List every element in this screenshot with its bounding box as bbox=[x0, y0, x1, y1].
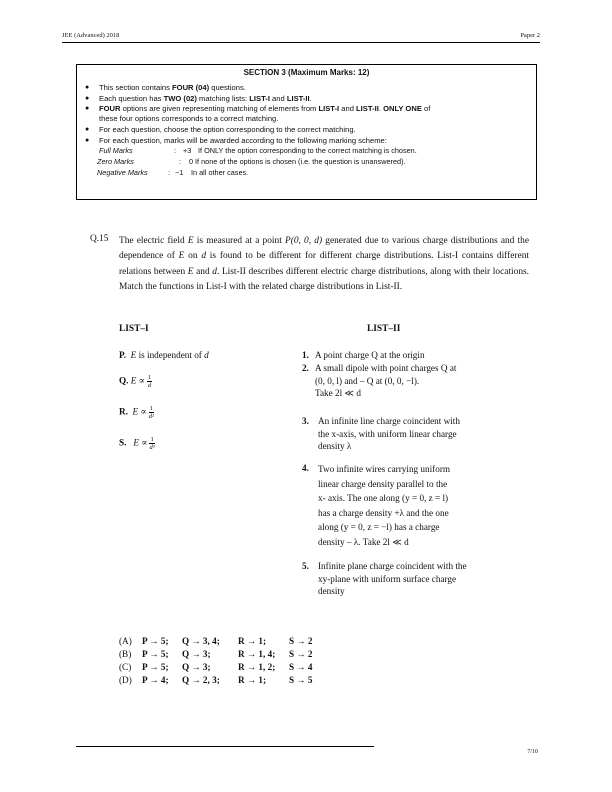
bullet-bold: LIST-I bbox=[249, 93, 270, 103]
instructions-box bbox=[76, 64, 537, 200]
marking-label: Full Marks bbox=[99, 146, 133, 155]
bullet-bold: ONLY ONE bbox=[383, 104, 422, 113]
list1-item-p: P. E is independent of d bbox=[119, 350, 209, 360]
marking-separator: : bbox=[174, 146, 177, 155]
bullet-text: of bbox=[421, 104, 431, 113]
list2-heading: LIST–II bbox=[367, 324, 401, 334]
marking-separator: : bbox=[168, 168, 171, 177]
marking-desc: If none of the options is chosen (i.e. the question is unanswered). bbox=[195, 157, 406, 166]
bullet-icon: ● bbox=[85, 126, 90, 133]
header-exam-title: JEE (Advanced) 2018 bbox=[62, 32, 120, 39]
marking-desc: In all other cases. bbox=[191, 168, 249, 177]
proportional-symbol: ∝ bbox=[141, 437, 148, 448]
marking-value: 0 bbox=[189, 157, 194, 166]
fraction: $\frac{1}{d}$ bbox=[147, 374, 152, 389]
bullet-text: and bbox=[269, 93, 287, 103]
bullet-text: these four options corresponds to a correct matching. bbox=[99, 114, 279, 123]
bullet-text: . bbox=[378, 104, 384, 113]
bullet-icon: ● bbox=[85, 84, 90, 91]
bullet-bold: FOUR (04) bbox=[172, 83, 210, 92]
question-text: The electric field E is measured at a point P(0, 0, d) generated due to various charge distributions and the dependence of E on d is found to be different for different charge distributions. List-I contains different relations between E and d. List-II describes different electric charge distributions, along with their locations. Match the functions in List-I with the related charge distributions in List-II. bbox=[119, 236, 529, 293]
marking-desc: If ONLY the option corresponding to the correct matching is chosen. bbox=[198, 146, 417, 155]
bullet-text: . bbox=[309, 93, 312, 103]
fraction: $\frac{1}{\text{d³}}$ bbox=[149, 436, 155, 451]
marking-value: +3 bbox=[183, 146, 192, 155]
proportional-symbol: ∝ bbox=[138, 375, 145, 386]
bullet-text: Each question has bbox=[99, 93, 164, 103]
marking-value: −1 bbox=[175, 168, 184, 177]
list1-heading: LIST–I bbox=[119, 324, 149, 334]
header-paper-label: Paper 2 bbox=[520, 32, 540, 39]
bullet-bold: FOUR bbox=[99, 104, 121, 113]
footer-rule bbox=[76, 746, 374, 747]
marking-label: Zero Marks bbox=[97, 157, 134, 166]
marking-separator: : bbox=[179, 157, 182, 166]
marking-label: Negative Marks bbox=[97, 168, 148, 177]
proportional-symbol: ∝ bbox=[140, 406, 147, 417]
question-number: Q.15 bbox=[90, 234, 109, 244]
bullet-icon: ● bbox=[85, 136, 90, 144]
list1-item-r: R. E ∝ $\frac{1}{\text{d²}}$ bbox=[119, 405, 154, 420]
bullet-bold: LIST-I bbox=[318, 104, 340, 113]
list1-item-q: Q. E ∝ $\frac{1}{d}$ bbox=[119, 374, 152, 389]
bullet-icon: ● bbox=[85, 94, 90, 102]
bullet-text: options are given representing matching of elements from bbox=[120, 104, 319, 113]
bullet-bold: LIST-II bbox=[356, 104, 379, 113]
page-number: 7/10 bbox=[527, 749, 538, 755]
bullet-bold: LIST-II bbox=[286, 93, 310, 103]
section-title: SECTION 3 (Maximum Marks: 12) bbox=[243, 68, 370, 77]
bullet-text: For each question, marks will be awarded according to the following marking scheme: bbox=[99, 135, 387, 145]
bullet-text: questions. bbox=[209, 83, 246, 92]
bullet-text: and bbox=[339, 104, 357, 113]
bullet-text: For each question, choose the option corresponding to the correct matching. bbox=[99, 125, 356, 134]
bullet-text: matching lists: bbox=[196, 93, 250, 103]
header-rule bbox=[62, 42, 540, 43]
list1-item-s: S. E ∝ $\frac{1}{\text{d³}}$ bbox=[119, 436, 155, 451]
bullet-bold: TWO (02) bbox=[163, 93, 197, 103]
fraction: $\frac{1}{\text{d²}}$ bbox=[148, 405, 154, 420]
bullet-text: This section contains bbox=[99, 83, 173, 92]
bullet-icon: ● bbox=[85, 105, 90, 112]
